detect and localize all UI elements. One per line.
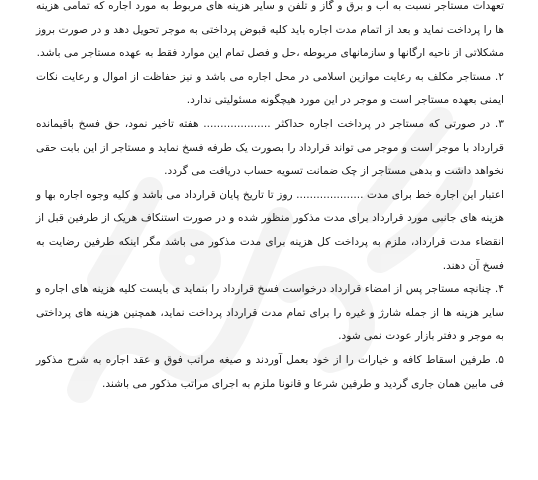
contract-body: [36, 0, 504, 396]
paragraph-validity-clause: اعتبار این اجاره خط برای مدت .................... روز تا تاریخ پایان قرارداد می باشد و کلیه وجوه اجاره بها و هزینه های جانبی مورد قرارداد برای مدت مذکور منظور شده و در صورت استنکاف هریک از طرفین قبل از انقضاء مدت قرارداد، ملزم به پرداخت کل هزینه برای مدت مذکور می باشد مگر اینکه طرفین رضایت به فسخ آن دهند.: [36, 188, 504, 272]
paragraph-clause-3: ۳. در صورتی که مستاجر در پرداخت اجاره حداکثر .................... هفته تاخیر نمود، حق فسخ باقیمانده قرارداد با موجر است و موجر می تواند قرارداد را بصورت یک طرفه فسخ نماید و مستاجر از این بابت حقی نخواهد داشت و بدهی مستاجر از چک ضمانت تسویه حساب دریافت می گردد.: [36, 117, 504, 178]
paragraph-clause-2: ۲. مستاجر مکلف به رعایت موازین اسلامی در محل اجاره می باشد و نیز حفاظت از اموال و رعایت نکات ایمنی بعهده مستاجر است و موجر در این مورد هیچگونه مسئولیتی ندارد.: [36, 70, 504, 107]
paragraph-clause-4: ۴. چنانچه مستاجر پس از امضاء قرارداد درخواست فسخ قرارداد را بنماید ی بایست کلیه هزینه های اجاره و سایر هزینه ها از جمله شارژ و غیره را برای تمام مدت قرارداد پرداخت نماید، همچنین هزینه های پرداختی به موجر و دفتر بازار عودت نمی شود.: [36, 283, 504, 343]
paragraph-clause-5: ۵. طرفین اسقاط کافه و خیارات را از خود بعمل آوردند و صیغه مراتب فوق و عقد اجاره به شرح مذکور فی مابین همان جاری گردید و طرفین شرعا و قانونا ملزم به اجرای مراتب مذکور می باشند.: [36, 353, 504, 390]
paragraph-utilities-clause: تعهدات مستاجر نسبت به آب و برق و گاز و تلفن و سایر هزینه های مربوط به مورد اجاره که تمامی هزینه ها را پرداخت نماید و بعد از اتمام مدت اجاره باید کلیه قبوض پرداختی به موجر تحویل دهد و در صورت بروز مشکلاتی از ناحیه ارگانها و سازمانهای مربوطه ،حل و فصل تمام این موارد فقط به عهده مستاجر می باشد.: [36, 0, 504, 60]
